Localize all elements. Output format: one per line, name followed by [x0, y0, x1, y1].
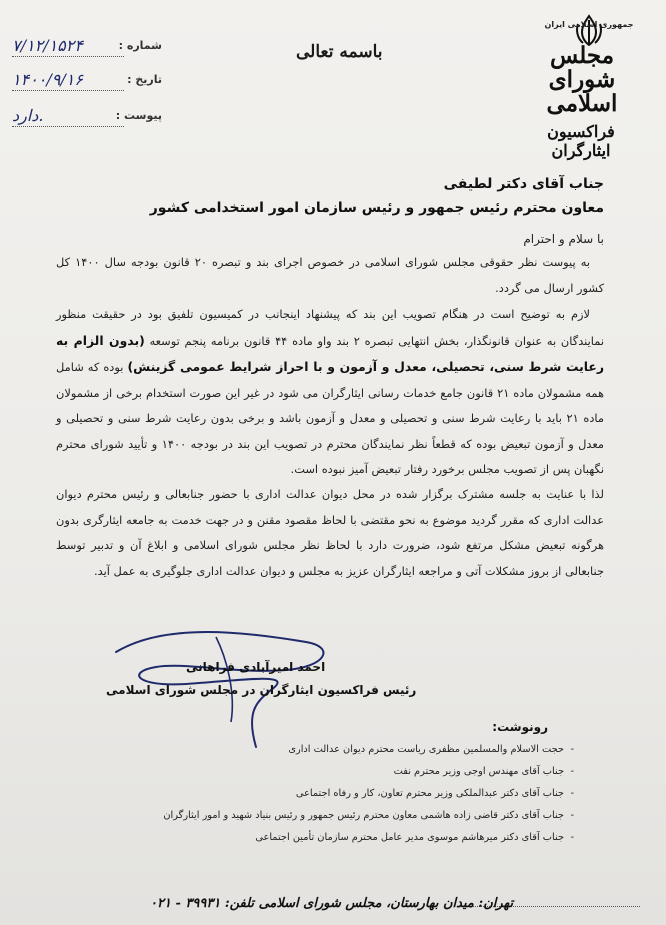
cc-list: [163, 744, 574, 854]
handwritten-signature-icon: [96, 612, 346, 752]
greeting: با سلام و احترام: [523, 232, 604, 246]
letter-date: [12, 70, 162, 92]
footer-address: تهران: میدان بهارستان، مجلس شورای اسلامی تلفن: ۳۹۹۳۱ - ۰۲۱: [150, 896, 514, 911]
cc-item: - جناب آقای دکتر میرهاشم موسوی مدیر عامل محترم سازمان تأمین اجتماعی: [163, 832, 574, 854]
besmellah-text: باسمه تعالی: [296, 42, 383, 62]
cc-item: - جناب آقای دکتر عبدالملکی وزیر محترم تعاون، کار و رفاه اجتماعی: [163, 788, 574, 810]
org-parliament-text: مجلس شورای اسلامی: [546, 42, 618, 118]
number-label: شماره :: [118, 39, 162, 52]
letter-number: [12, 36, 162, 58]
cc-item: - جناب آقای دکتر قاضی زاده هاشمی معاون محترم رئیس جمهور و رئیس بنیاد شهید و امور ایثارگران: [163, 810, 574, 832]
paragraph-2-bold: (بدون الزام به رعایت شرط سنی، تحصیلی، معدل و آزمون و با احراز شرایط عمومی گزینش): [56, 332, 605, 374]
org-republic-text: جمهوری اسلامی ایران: [544, 20, 634, 29]
attachment-value: دارد.: [12, 106, 44, 125]
paragraph-2-part-a: لازم به توضیح است در هنگام تصویب این بند که پیشنهاد اینجانب در کمیسیون تلفیق بود در حقیقت منظور نمایندگان به عنوان قانونگذار، بخش انتهایی تبصره ۲ بند واو ماده ۴۴ قانون برنامه پنجم توسعه: [56, 307, 605, 348]
paragraph-2-part-b: بوده که شامل همه مشمولان ماده ۲۱ قانون جامع خدمات رسانی ایثارگران می شود در غیر این صورت استخدام برخی از مشمولان ماده ۲۱ باید با رعایت شرط سنی و تحصیلی و معدل و آزمون باشد و برخی بدون رعایت شرط سنی و تحصیلی و معدل و آزمون تبعیض بوده که قطعاً نظر نمایندگان محترم در تصویب این بند در بودجه ۱۴۰۰ و تأیید شورای محترم نگهبان پس از تصویب مجلس برخورد رفتار تبعیض آمیز نبوده است.: [56, 360, 605, 476]
cc-item: - جناب آقای مهندس اوجی وزیر محترم نفت: [163, 766, 574, 788]
paragraph-2: [56, 302, 604, 483]
org-faction-text: فراکسیون ایثارگران: [547, 122, 615, 160]
number-dotted-line: [12, 56, 124, 57]
signatory-name: احمد امیرآبادی فراهانی: [186, 660, 326, 674]
cc-item: - حجت الاسلام والمسلمین مظفری ریاست محترم دیوان عدالت اداری: [163, 744, 574, 766]
attachment-dotted-line: [12, 126, 124, 127]
number-value: ۷/۱۲/۱۵۲۴: [12, 36, 83, 55]
date-value: ۱۴۰۰/۹/۱۶: [12, 70, 83, 89]
attachment-label: پیوست :: [115, 109, 162, 122]
paragraph-3: لذا با عنایت به جلسه مشترک برگزار شده در محل دیوان عدالت اداری با حضور جنابعالی و رئیس محترم دیوان عدالت اداری که مقرر گردید موضوع به نحو مقتضی با لحاظ مقصود مقنن و در جهت خدمت به جامعه ایثارگری بدون هرگونه تبعیض مشکل مرتفع شود، ضرورت دارد با لحاظ نظر مجلس شورای اسلامی و ابلاغ آن و تدبیر توسط جنابعالی از بروز مشکلات آتی و مراجعه ایثارگران عزیز به مجلس و دیوان عدالت اداری جلوگیری به عمل آید.: [56, 487, 604, 578]
letter-attachment: [12, 106, 162, 128]
date-dotted-line: [12, 90, 124, 91]
signatory-title: رئیس فراکسیون ایثارگران در مجلس شورای اسلامی: [106, 683, 417, 697]
paragraph-1: به پیوست نظر حقوقی مجلس شورای اسلامی در خصوص اجرای بند و تبصره ۲۰ قانون بودجه سال ۱۴۰۰ کل کشور ارسال می گردد.: [56, 255, 604, 295]
recipient-name: جناب آقای دکتر لطیفی: [443, 176, 604, 192]
cc-heading: رونوشت:: [492, 720, 548, 734]
date-label: تاریخ :: [127, 73, 162, 86]
recipient-position: معاون محترم رئیس جمهور و رئیس سازمان امور استخدامی کشور: [149, 200, 604, 216]
